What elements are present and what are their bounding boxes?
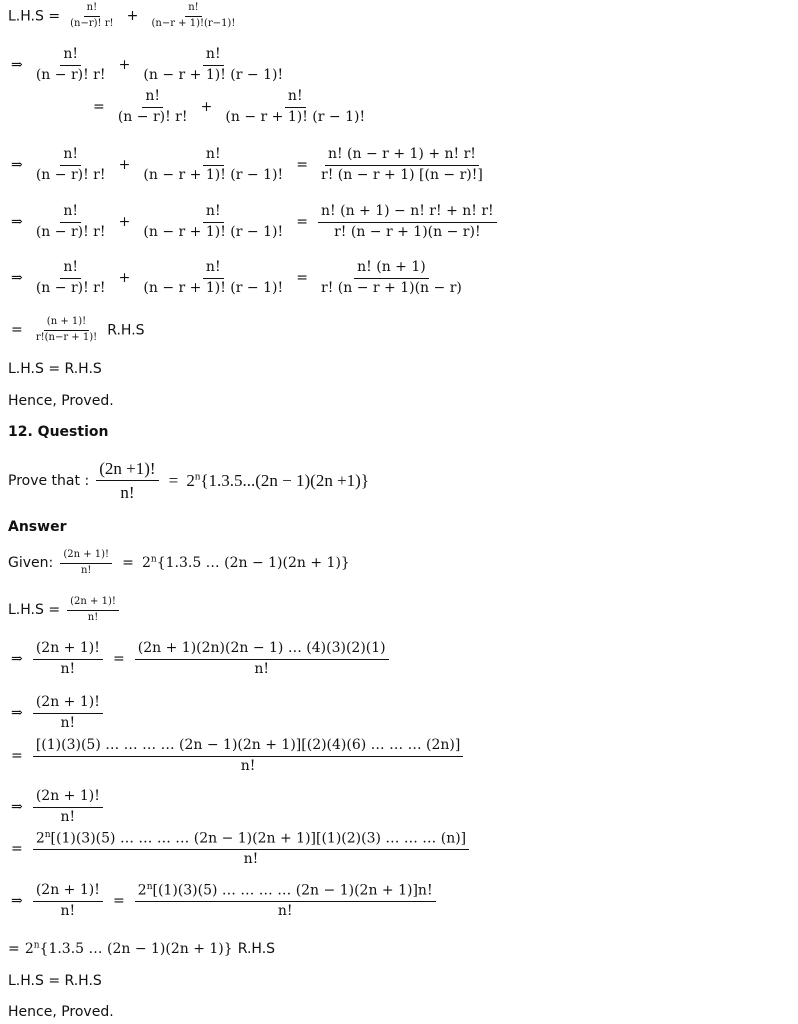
given-line: Given: $\frac{(2n + 1)!}{n!}$ = 2$^n${1.3.5 … (2n − 1)(2n + 1)} [8, 549, 350, 576]
fraction: $\frac{n! (n - r + 1) + n! r!}{r! (n - r + 1) [(n - r)!]}$ [321, 146, 483, 183]
math-step: ⇒ $\frac{(2n + 1)!}{n!}$ = $\frac{2^n[(1)(3)(5) \dots \dots \dots \dots (2n - 1)(2n + 1)]n!}{n!}$ [8, 882, 438, 921]
math-step: = 2$^n${1.3.5 … (2n − 1)(2n + 1)} R.H.S [8, 940, 276, 957]
fraction: $\frac{(2n + 1)!}{n!}$ [33, 694, 103, 732]
fraction: $\frac{n!}{(n - r + 1)! (r - 1)!}$ [143, 203, 284, 240]
fraction: $\frac{n! (n + 1) - n! r! + n! r!}{r! (n - r + 1)(n - r)!}$ [318, 203, 497, 241]
fraction: $\frac{n!}{(n-r)! r!}$ [70, 2, 114, 29]
conclusion: L.H.S = R.H.S [8, 361, 102, 377]
math-step: ⇒ $\frac{n!}{(n - r)! r!}$ + $\frac{n!}{(n - r + 1)! (r - 1)!}$ = $\frac{n! (n - r + 1) + n! r!}{r! (n - r + 1) [(n - r)!]}$ [8, 146, 488, 184]
fraction: $\frac{[(1)(3)(5) \dots \dots \dots \dots (2n - 1)(2n + 1)][(2)(4)(6) \dots \dots \dots (2n)]}{n!}$ [33, 737, 464, 775]
fraction: $\frac{n!}{(n - r)! r!}$ [35, 203, 106, 240]
answer-heading: Answer [8, 519, 67, 535]
fraction: $\frac{n! (n + 1)}{r! (n - r + 1)(n - r)}$ [321, 259, 462, 296]
fraction: $\frac{n!}{(n-r + 1)!(r-1)!}$ [151, 2, 236, 29]
fraction: $\frac{(2n + 1)!}{n!}$ [33, 640, 103, 678]
math-step: = $\frac{(n + 1)!}{r!(n-r + 1)!}$ R.H.S [11, 316, 145, 343]
proved-text: Hence, Proved. [8, 1004, 114, 1020]
prove-statement: Prove that : $\frac{(2n +1)!}{n!}$ = $2^n\{1.3.5...(2n - 1)(2n +1)\}$ [8, 459, 369, 503]
math-step: ⇒ $\frac{(2n + 1)!}{n!}$ = $\frac{(2n + 1)(2n)(2n - 1) \dots (4)(3)(2)(1)}{n!}$ [8, 640, 391, 678]
fraction: $\frac{n!}{(n - r + 1)! (r - 1)!}$ [143, 46, 284, 83]
proved-text: Hence, Proved. [8, 393, 114, 409]
fraction: $\frac{(2n + 1)!}{n!}$ [33, 882, 103, 920]
math-step: = $\frac{2^n[(1)(3)(5) \dots \dots \dots \dots (2n - 1)(2n + 1)][(1)(2)(3) \dots \dots \dots (n)]}{n!}$ [8, 830, 471, 869]
fraction: $\frac{n!}{(n - r)! r!}$ [35, 46, 106, 83]
fraction: $\frac{(2n + 1)(2n)(2n - 1) \dots (4)(3)(2)(1)}{n!}$ [135, 640, 389, 678]
fraction: $\frac{2^n[(1)(3)(5) \dots \dots \dots \dots (2n - 1)(2n + 1)]n!}{n!}$ [135, 882, 436, 921]
fraction: $\frac{n!}{(n - r)! r!}$ [35, 146, 106, 183]
math-step: ⇒ $\frac{n!}{(n - r)! r!}$ + $\frac{n!}{(n - r + 1)! (r - 1)!}$ = $\frac{n! (n + 1)}{r! (n - r + 1)(n - r)}$ [8, 259, 467, 297]
fraction: $\frac{(2n + 1)!}{n!}$ [60, 549, 112, 577]
math-step: ⇒ $\frac{n!}{(n - r)! r!}$ + $\frac{n!}{(n - r + 1)! (r - 1)!}$ = $\frac{n! (n + 1) - n! r! + n! r!}{r! (n - r + 1)(n - r)!}$ [8, 203, 499, 241]
question-heading: 12. Question [8, 424, 109, 440]
fraction: $\frac{2^n[(1)(3)(5) \dots \dots \dots \dots (2n - 1)(2n + 1)][(1)(2)(3) \dots \dots \dots (n)]}{n!}$ [33, 830, 469, 869]
math-step: ⇒ $\frac{(2n + 1)!}{n!}$ [8, 694, 105, 732]
fraction: $\frac{(2n +1)!}{n!}$ [96, 458, 158, 504]
lhs-line: L.H.S = $\frac{(2n + 1)!}{n!}$ [8, 596, 121, 624]
math-step: ⇒ $\frac{n!}{(n - r)! r!}$ + $\frac{n!}{(n - r + 1)! (r - 1)!}$ [8, 46, 288, 84]
math-step: ⇒ $\frac{(2n + 1)!}{n!}$ [8, 788, 105, 826]
fraction: $\frac{n!}{(n - r)! r!}$ [35, 259, 106, 296]
fraction: $\frac{(2n + 1)!}{n!}$ [33, 788, 103, 826]
math-step: = $\frac{n!}{(n - r)! r!}$ + $\frac{n!}{(n - r + 1)! (r - 1)!}$ [90, 88, 370, 126]
fraction: $\frac{n!}{(n - r + 1)! (r - 1)!}$ [143, 259, 284, 296]
fraction: $\frac{n!}{(n - r)! r!}$ [117, 88, 188, 125]
fraction: $\frac{(2n + 1)!}{n!}$ [67, 596, 119, 624]
fraction: $\frac{n!}{(n - r + 1)! (r - 1)!}$ [225, 88, 366, 125]
conclusion: L.H.S = R.H.S [8, 973, 102, 989]
lhs-line: L.H.S = $\frac{n!}{(n-r)! r!}$ + $\frac{n!}{(n-r + 1)!(r-1)!}$ [8, 2, 240, 30]
fraction: $\frac{(n + 1)!}{r!(n-r + 1)!}$ [35, 316, 98, 343]
fraction: $\frac{n!}{(n - r + 1)! (r - 1)!}$ [143, 146, 284, 183]
math-step: = $\frac{[(1)(3)(5) \dots \dots \dots \dots (2n - 1)(2n + 1)][(2)(4)(6) \dots \dots \dots (2n)]}{n!}$ [8, 737, 465, 775]
